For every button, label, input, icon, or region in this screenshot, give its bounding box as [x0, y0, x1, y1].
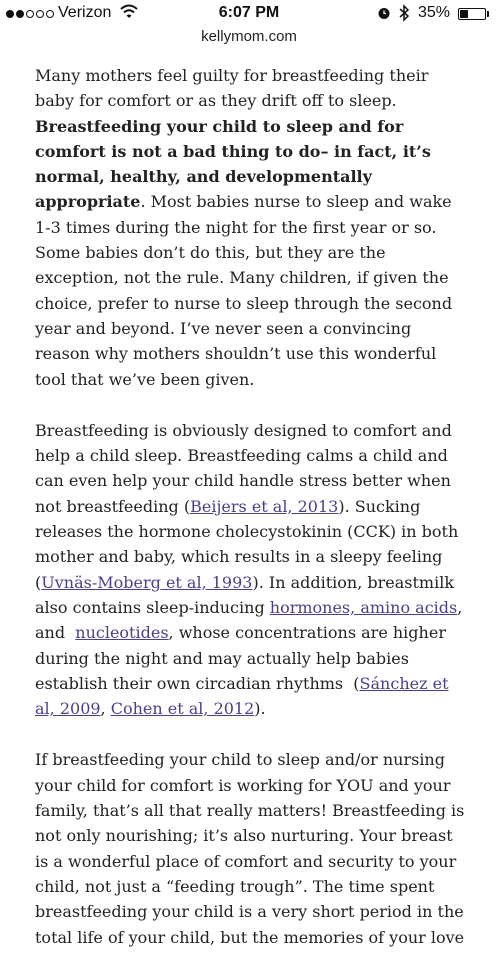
paragraph-2	[35, 418, 465, 722]
paragraph-2-text-d: , and	[35, 597, 463, 643]
paragraph-2-text-c: ). In addition, breastmilk also contains sleep-inducing	[35, 572, 455, 617]
link-nucleotides[interactable]: nucleotides	[75, 623, 169, 643]
paragraph-1-bold-text: Breastfeeding your child to sleep and for comfort is not a bad thing to do– in fact, it’s normal, healthy, and developmentally appropriate	[35, 116, 431, 212]
link-hormones-amino-acids[interactable]: hormones, amino acids	[269, 597, 458, 617]
paragraph-2-text-f: ,	[100, 699, 111, 719]
paragraph-1-text-a: Many mothers feel guilty for breastfeeding their baby for comfort or as they drift off to sleep.	[35, 66, 429, 111]
paragraph-1	[35, 63, 465, 392]
clock-time: 6:07 PM	[218, 4, 280, 21]
battery-icon	[458, 8, 486, 20]
url-bar[interactable]	[0, 28, 498, 45]
citation-link-cohen[interactable]: Cohen et al, 2012	[110, 699, 255, 719]
paragraph-2-text-b: ). Sucking releases the hormone cholecystokinin (CCK) in both mother and baby, which results in a sleepy feeling (	[35, 496, 459, 592]
paragraph-3: If breastfeeding your child to sleep and/or nursing your child for comfort is working for YOU and your family, that’s all that really matters! Breastfeeding is not only nourishing; it’s also nurturing. Your breast is a wonderful place of comfort and security to your child, not just a “feeding trough”. The time spent breastfeeding your child is a very short period in the total life of your child, but the memories of your love	[35, 750, 465, 947]
battery-tip	[487, 11, 489, 17]
bluetooth-icon	[398, 4, 410, 22]
citation-link-uvnas-moberg[interactable]: Uvnäs-Moberg et al, 1993	[41, 572, 253, 592]
paragraph-1-text-b: . Most babies nurse to sleep and wake 1-3 times during the night for the first year or so. Some babies don’t do this, but they are the exception, not the rule. Many children, if given the choice, prefer to nurse to sleep through the second year and beyond. I’ve never seen a convincing reason why mothers shouldn’t use this wonderful tool that we’ve been given.	[35, 192, 453, 389]
alarm-clock-icon	[377, 6, 391, 20]
battery-percentage: 35%	[418, 4, 451, 21]
carrier-name: Verizon	[58, 4, 112, 21]
paragraph-2-text-a: Breastfeeding is obviously designed to comfort and help a child sleep. Breastfeeding calms a child and can even help your child handle stress better when not breastfeeding (	[35, 420, 452, 516]
citation-link-sanchez[interactable]: Sánchez et al, 2009	[35, 673, 449, 719]
citation-link-beijers[interactable]: Beijers et al, 2013	[190, 496, 339, 516]
url-text[interactable]: kellymom.com	[201, 28, 297, 45]
article-body	[35, 63, 465, 976]
status-bar	[0, 0, 498, 28]
battery-fill	[460, 10, 468, 18]
paragraph-2-text-e: , whose concentrations are higher during the night and may actually help babies establish their own circadian rhythms (	[35, 623, 446, 693]
paragraph-2-text-g: ).	[254, 699, 266, 719]
